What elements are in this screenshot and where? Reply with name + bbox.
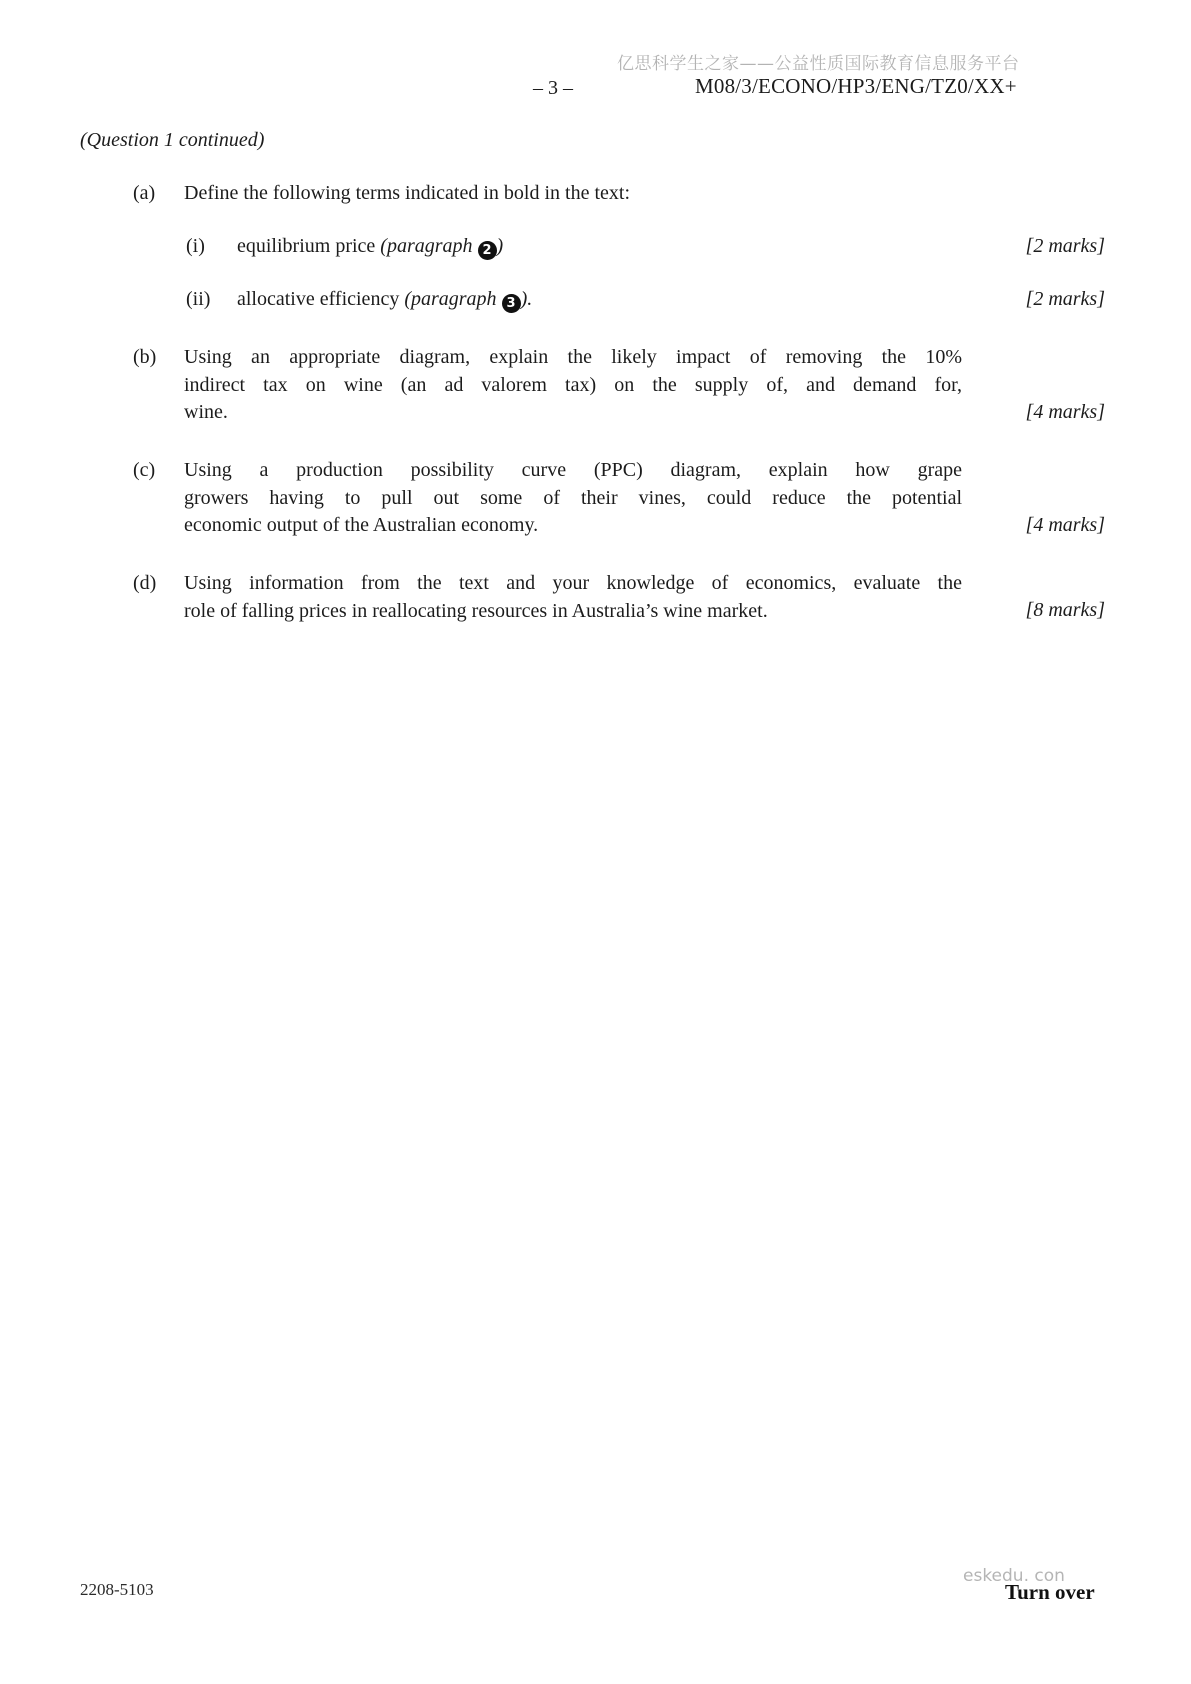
part-a-ii-text — [237, 286, 532, 314]
term-allocative-efficiency: allocative efficiency — [237, 288, 400, 310]
part-a-i-text — [237, 233, 503, 261]
part-c-marks: [4 marks] — [1025, 514, 1105, 536]
chinese-watermark: 亿思科学生之家——公益性质国际教育信息服务平台 — [617, 54, 1020, 74]
part-c-label: (c) — [133, 459, 156, 481]
paragraph-reference: (paragraph — [404, 288, 497, 310]
paper-code: M08/3/ECONO/HP3/ENG/TZ0/XX+ — [695, 74, 1017, 98]
document-number: 2208-5103 — [80, 1580, 154, 1599]
part-a-ii-marks: [2 marks] — [1025, 288, 1105, 310]
paragraph-reference-close: ). — [520, 288, 533, 310]
part-a-i-label: (i) — [186, 235, 205, 257]
part-d-line-1: Using information from the text and your knowledge of economics, evaluate the — [184, 572, 962, 594]
question-continued-note: (Question 1 continued) — [80, 129, 265, 151]
part-d-text — [184, 570, 962, 625]
paragraph-reference: (paragraph — [380, 235, 473, 257]
part-a-label: (a) — [133, 182, 156, 204]
part-c-line-3: economic output of the Australian economy. — [184, 514, 539, 536]
part-d-label: (d) — [133, 572, 157, 594]
part-c-line-1: Using a production possibility curve (PPC) diagram, explain how grape — [184, 459, 962, 481]
part-a-text: Define the following terms indicated in bold in the text: — [184, 182, 631, 204]
part-c-text — [184, 457, 962, 540]
part-a-i-marks: [2 marks] — [1025, 235, 1105, 257]
turn-over-label: Turn over — [1005, 1580, 1095, 1604]
part-b-line-2: indirect tax on wine (an ad valorem tax) on the supply of, and demand for, — [184, 373, 962, 396]
paragraph-reference-close: ) — [496, 235, 504, 257]
part-b-line-3: wine. — [184, 401, 228, 423]
part-c-line-2: growers having to pull out some of their vines, could reduce the potential — [184, 486, 962, 509]
paragraph-2-badge: 2 — [478, 241, 497, 260]
part-b-label: (b) — [133, 346, 157, 368]
part-b-text — [184, 344, 962, 427]
paragraph-3-badge: 3 — [502, 294, 521, 313]
part-d-line-2: role of falling prices in reallocating resources in Australia’s wine market. — [184, 599, 768, 622]
term-equilibrium-price: equilibrium price — [237, 235, 376, 257]
eskedu-watermark: eskedu. con — [963, 1566, 1065, 1586]
page-number: – 3 – — [533, 77, 573, 99]
part-b-line-1: Using an appropriate diagram, explain the likely impact of removing the 10% — [184, 346, 962, 368]
part-b-marks: [4 marks] — [1025, 401, 1105, 423]
part-d-marks: [8 marks] — [1025, 599, 1105, 621]
part-a-ii-label: (ii) — [186, 288, 211, 310]
